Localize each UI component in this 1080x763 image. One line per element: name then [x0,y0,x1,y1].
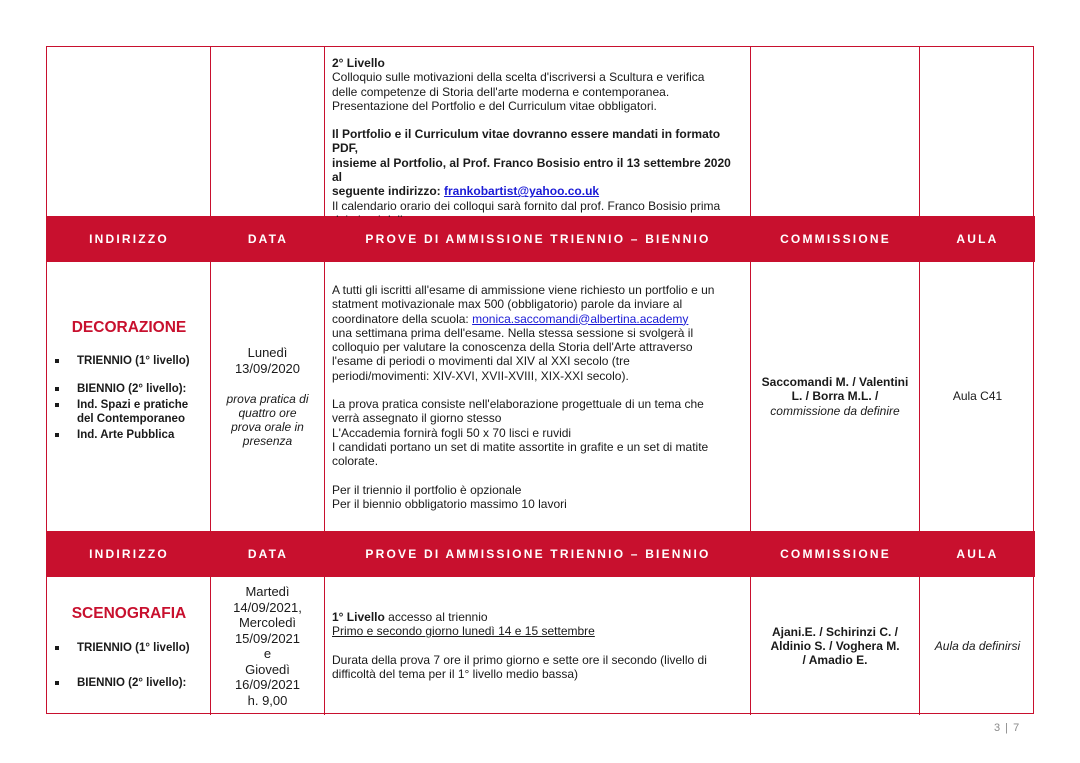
email-line [332,184,742,198]
email-line [332,312,742,326]
decorazione-aula-cell: Aula C41 [920,262,1035,532]
prove-line: l'esame di periodi o movimenti dal XIV al XXI secolo (tre [332,354,630,369]
top-indirizzo-cell [47,47,211,217]
prove-line: Colloquio sulle motivazioni della scelta d'iscriversi a Scultura e verifica [332,70,705,85]
prove-line: delle competenze di Storia dell'arte moderna e contemporanea. [332,84,670,99]
commissione-line: / Amadio E. [802,653,868,668]
prove-line: La prova pratica consiste nell'elaborazione progettuale di un tema che [332,397,704,412]
decorazione-indirizzo-cell [47,262,211,532]
level-1-title: 1° Livello [332,610,385,624]
header-indirizzo: INDIRIZZO [47,217,211,262]
prove-line: Presentazione del Portfolio e del Curriculum vitae obbligatori. [332,98,657,113]
date-value: 13/09/2020 [234,360,301,376]
prove-line: periodi/movimenti: XIV-XVI, XVII-XVIII, XIX-XXI secolo). [332,368,629,383]
decorazione-data-cell [211,262,325,532]
header-data: DATA [211,532,325,577]
header-aula: AULA [920,217,1035,262]
header-aula: AULA [920,532,1035,577]
list-item: BIENNIO (2° livello): [54,676,204,690]
header-commissione: COMMISSIONE [751,532,920,577]
note-line: quattro ore [238,406,297,420]
list-item: BIENNIO (2° livello): [54,382,204,396]
scenografia-aula-cell: Aula da definirsi [934,638,1021,653]
date-line: Giovedì [245,661,290,677]
date-note [226,392,308,448]
prove-line-bold: Il Portfolio e il Curriculum vitae dovranno essere mandati in formato PDF, [332,127,721,156]
prove-line: Per il biennio obbligatorio massimo 10 lavori [332,496,567,511]
email-prefix: seguente indirizzo: [332,184,445,199]
prove-line: colorate. [332,454,379,469]
top-aula-cell [920,47,1035,217]
date-line: Martedì [245,584,290,599]
decorazione-title: DECORAZIONE [71,319,187,336]
commissione-line: Ajani.E. / Schirinzi C. / [771,624,899,639]
prove-line: I candidati portano un set di matite assortite in grafite e un set di matite [332,439,709,454]
prove-line: verrà assegnato il giorno stesso [332,411,502,426]
prove-line-underline: Primo e secondo giorno lunedì 14 e 15 settembre [332,624,595,639]
decorazione-list [54,354,204,442]
prove-line: Per il triennio il portfolio è opzionale [332,482,522,497]
prove-line: L'Accademia fornirà fogli 50 x 70 lisci e ruvidi [332,425,572,440]
decorazione-commissione-cell [751,262,920,532]
page-number: 3 | 7 [994,722,1021,734]
scenografia-list [54,641,204,690]
note-line: presenza [242,434,293,448]
date-line: h. 9,00 [247,692,288,708]
commissione-line: Aldinio S. / Voghera M. [770,638,900,653]
prove-line: statment motivazionale max 500 (obbligatorio) parole da inviare al [332,297,683,312]
date-line: 16/09/2021 [234,677,301,692]
top-data-cell [211,47,325,217]
scenografia-title: SCENOGRAFIA [71,605,187,622]
date-line: e [263,646,272,661]
date-day: Lunedì [247,345,288,360]
header-indirizzo: INDIRIZZO [47,532,211,577]
note-line: prova pratica di [226,392,309,406]
list-item: Ind. Arte Pubblica [54,428,204,442]
scenografia-commissione-cell [751,577,920,715]
prove-line [332,610,742,624]
email-link[interactable]: frankobartist@yahoo.co.uk [444,184,600,199]
header-prove: PROVE DI AMMISSIONE TRIENNIO – BIENNIO [325,532,751,577]
commissione-note: commissione da definire [770,403,900,418]
commissione-line: Saccomandi M. / Valentini [761,375,909,390]
prove-line: Durata della prova 7 ore il primo giorno e sette ore il secondo (livello di [332,652,707,667]
commissione-line: L. / Borra M.L. / [791,389,879,404]
prove-line: Il calendario orario dei colloqui sarà fornito dal prof. Franco Bosisio prima [332,198,721,213]
scenografia-prove-cell [325,577,751,715]
level-2-title: 2° Livello [332,56,385,70]
header-prove: PROVE DI AMMISSIONE TRIENNIO – BIENNIO [325,217,751,262]
header-data: DATA [211,217,325,262]
prove-line: A tutti gli iscritti all'esame di ammissione viene richiesto un portfolio e un [332,283,715,297]
header-commissione: COMMISSIONE [751,217,920,262]
list-item-line: del Contemporaneo [77,413,185,426]
list-item: TRIENNIO (1° livello) [54,641,204,655]
scenografia-indirizzo-cell [47,577,211,715]
admissions-table [46,46,1034,714]
top-prove-cell [325,47,751,217]
top-commissione-cell [751,47,920,217]
scenografia-data-cell [211,577,325,715]
list-item [54,398,204,426]
email-link[interactable]: monica.saccomandi@albertina.academy [472,311,689,326]
list-item: TRIENNIO (1° livello) [54,354,204,368]
prove-line: difficoltà del tema per il 1° livello medio bassa) [332,666,579,681]
email-prefix: coordinatore della scuola: [332,311,473,326]
level-1-rest: accesso al triennio [384,610,488,624]
decorazione-prove-cell [325,262,751,532]
prove-line: colloquio per valutare la conoscenza della Storia dell'Arte attraverso [332,340,693,355]
prove-line-bold: insieme al Portfolio, al Prof. Franco Bosisio entro il 13 settembre 2020 al [332,155,731,185]
date-line: Mercoledì [238,615,297,630]
date-line: 15/09/2021 [234,630,301,646]
list-item-line: Ind. Spazi e pratiche [77,399,189,412]
date-line: 14/09/2021, [233,599,302,615]
note-line: prova orale in [231,420,304,434]
prove-line: una settimana prima dell'esame. Nella stessa sessione si svolgerà il [332,325,694,340]
